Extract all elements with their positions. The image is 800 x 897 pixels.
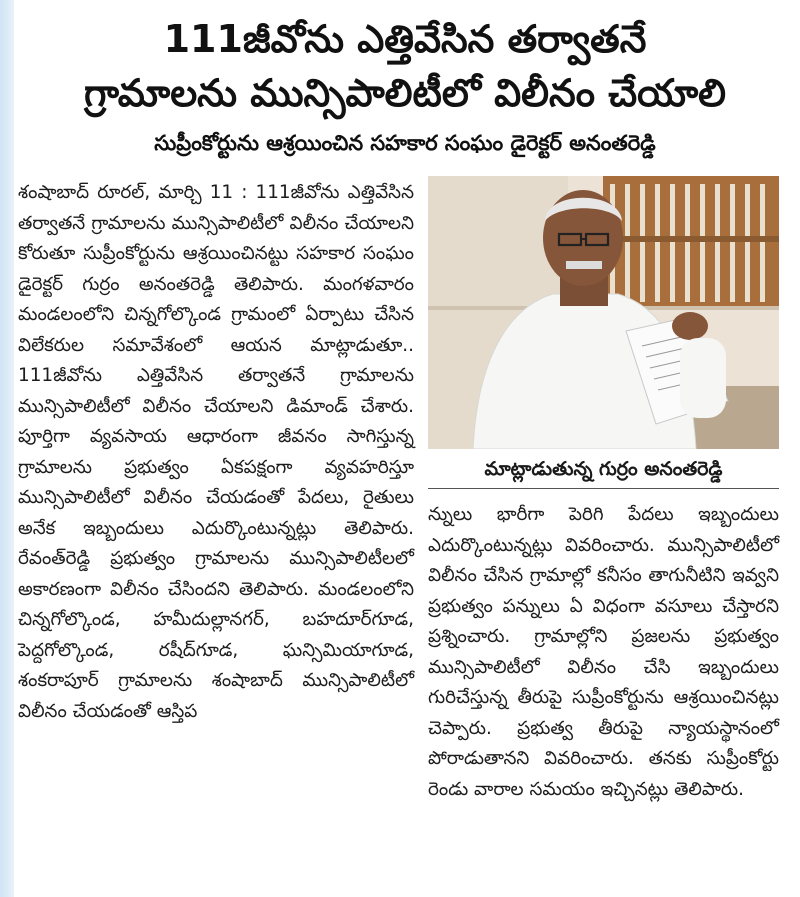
article-body-right: న్నులు భారీగా పెరిగి పేదలు ఇబ్బందులు ఎదుర్కొంటున్నట్లు వివరించారు. మున్సిపాలిటీలో విలీనం చేసిన గ్రామాల్లో కనీసం తాగునీటిని ఇవ్వని ప్రభుత్వం పన్నులు ఏ విధంగా వసూలు చేస్తారని ప్రశ్నించారు. గ్రామాల్లోని ప్రజలను ప్రభుత్వం మున్సిపాలిటీలో విలీనం చేసి ఇబ్బందులు గురిచేస్తున్న తీరుపై సుప్రీంకోర్టును ఆశ్రయించినట్లు చెప్పారు. ప్రభుత్వ తీరుపై న్యాయస్థానంలో పోరాడుతానని వివరించారు. తనకు సుప్రీంకోర్టు రెండు వారాల సమయం ఇచ్చినట్లు తెలిపారు. [428,504,779,800]
article-column-left [18,178,414,727]
news-photo [428,176,779,449]
photo-caption: మాట్లాడుతున్న గుర్రం అనంతరెడ్డి [428,452,779,489]
subheadline: సుప్రీంకోర్టును ఆశ్రయించిన సహకార సంఘం డైరెక్టర్ అనంతరెడ్డి [154,131,656,155]
news-photo-illustration [428,176,779,449]
headline-line-2: గ్రామాలను మున్సిపాలిటీలో విలీనం చేయాలి [83,71,727,115]
headline-line-1: 111జీవోను ఎత్తివేసిన తర్వాతనే [163,17,647,61]
article-body-left: శంషాబాద్ రూరల్, మార్చి 11 : 111జీవోను ఎత్తివేసిన తర్వాతనే గ్రామాలను మున్సిపాలిటీలో విలీనం చేయాలని కోరుతూ సుప్రీంకోర్టును ఆశ్రయించినట్టు సహకార సంఘం డైరెక్టర్ గుర్రం అనంతరెడ్డి తెలిపారు. మంగళవారం మండలంలోని చిన్నగోల్కొండ గ్రామంలో ఏర్పాటు చేసిన విలేకరుల సమావేశంలో ఆయన మాట్లాడుతూ.. 111జీవోను ఎత్తివేసిన తర్వాతనే గ్రామాలను మున్సిపాలిటీలో విలీనం చేయాలని డిమాండ్ చేశారు. పూర్తిగా వ్యవసాయ ఆధారంగా జీవనం సాగిస్తున్న గ్రామాలను ప్రభుత్వం ఏకపక్షంగా వ్యవహరిస్తూ మున్సిపాలిటీలో విలీనం చేయడంతో పేదలు, రైతులు అనేక ఇబ్బందులు ఎదుర్కొంటున్నట్లు తెలిపారు. రేవంత్‌రెడ్డి ప్రభుత్వం గ్రామాలను మున్సిపాలిటీలలో అకారణంగా విలీనం చేసిందని తెలిపారు. మండలంలోని చిన్నగోల్కొండ, హమీదుల్లానగర్, బహదూర్‌గూడ, పెద్దగోల్కొండ, రషీద్‌గూడ, ఘన్సిమియాగూడ, శంకరాపూర్ గ్రామాలను శంషాబాద్ మున్సిపాలిటీలో విలీనం చేయడంతో ఆస్తిప [18,182,414,722]
article-column-right [428,500,779,805]
headline [20,12,790,120]
page-edge-strip [0,0,14,897]
